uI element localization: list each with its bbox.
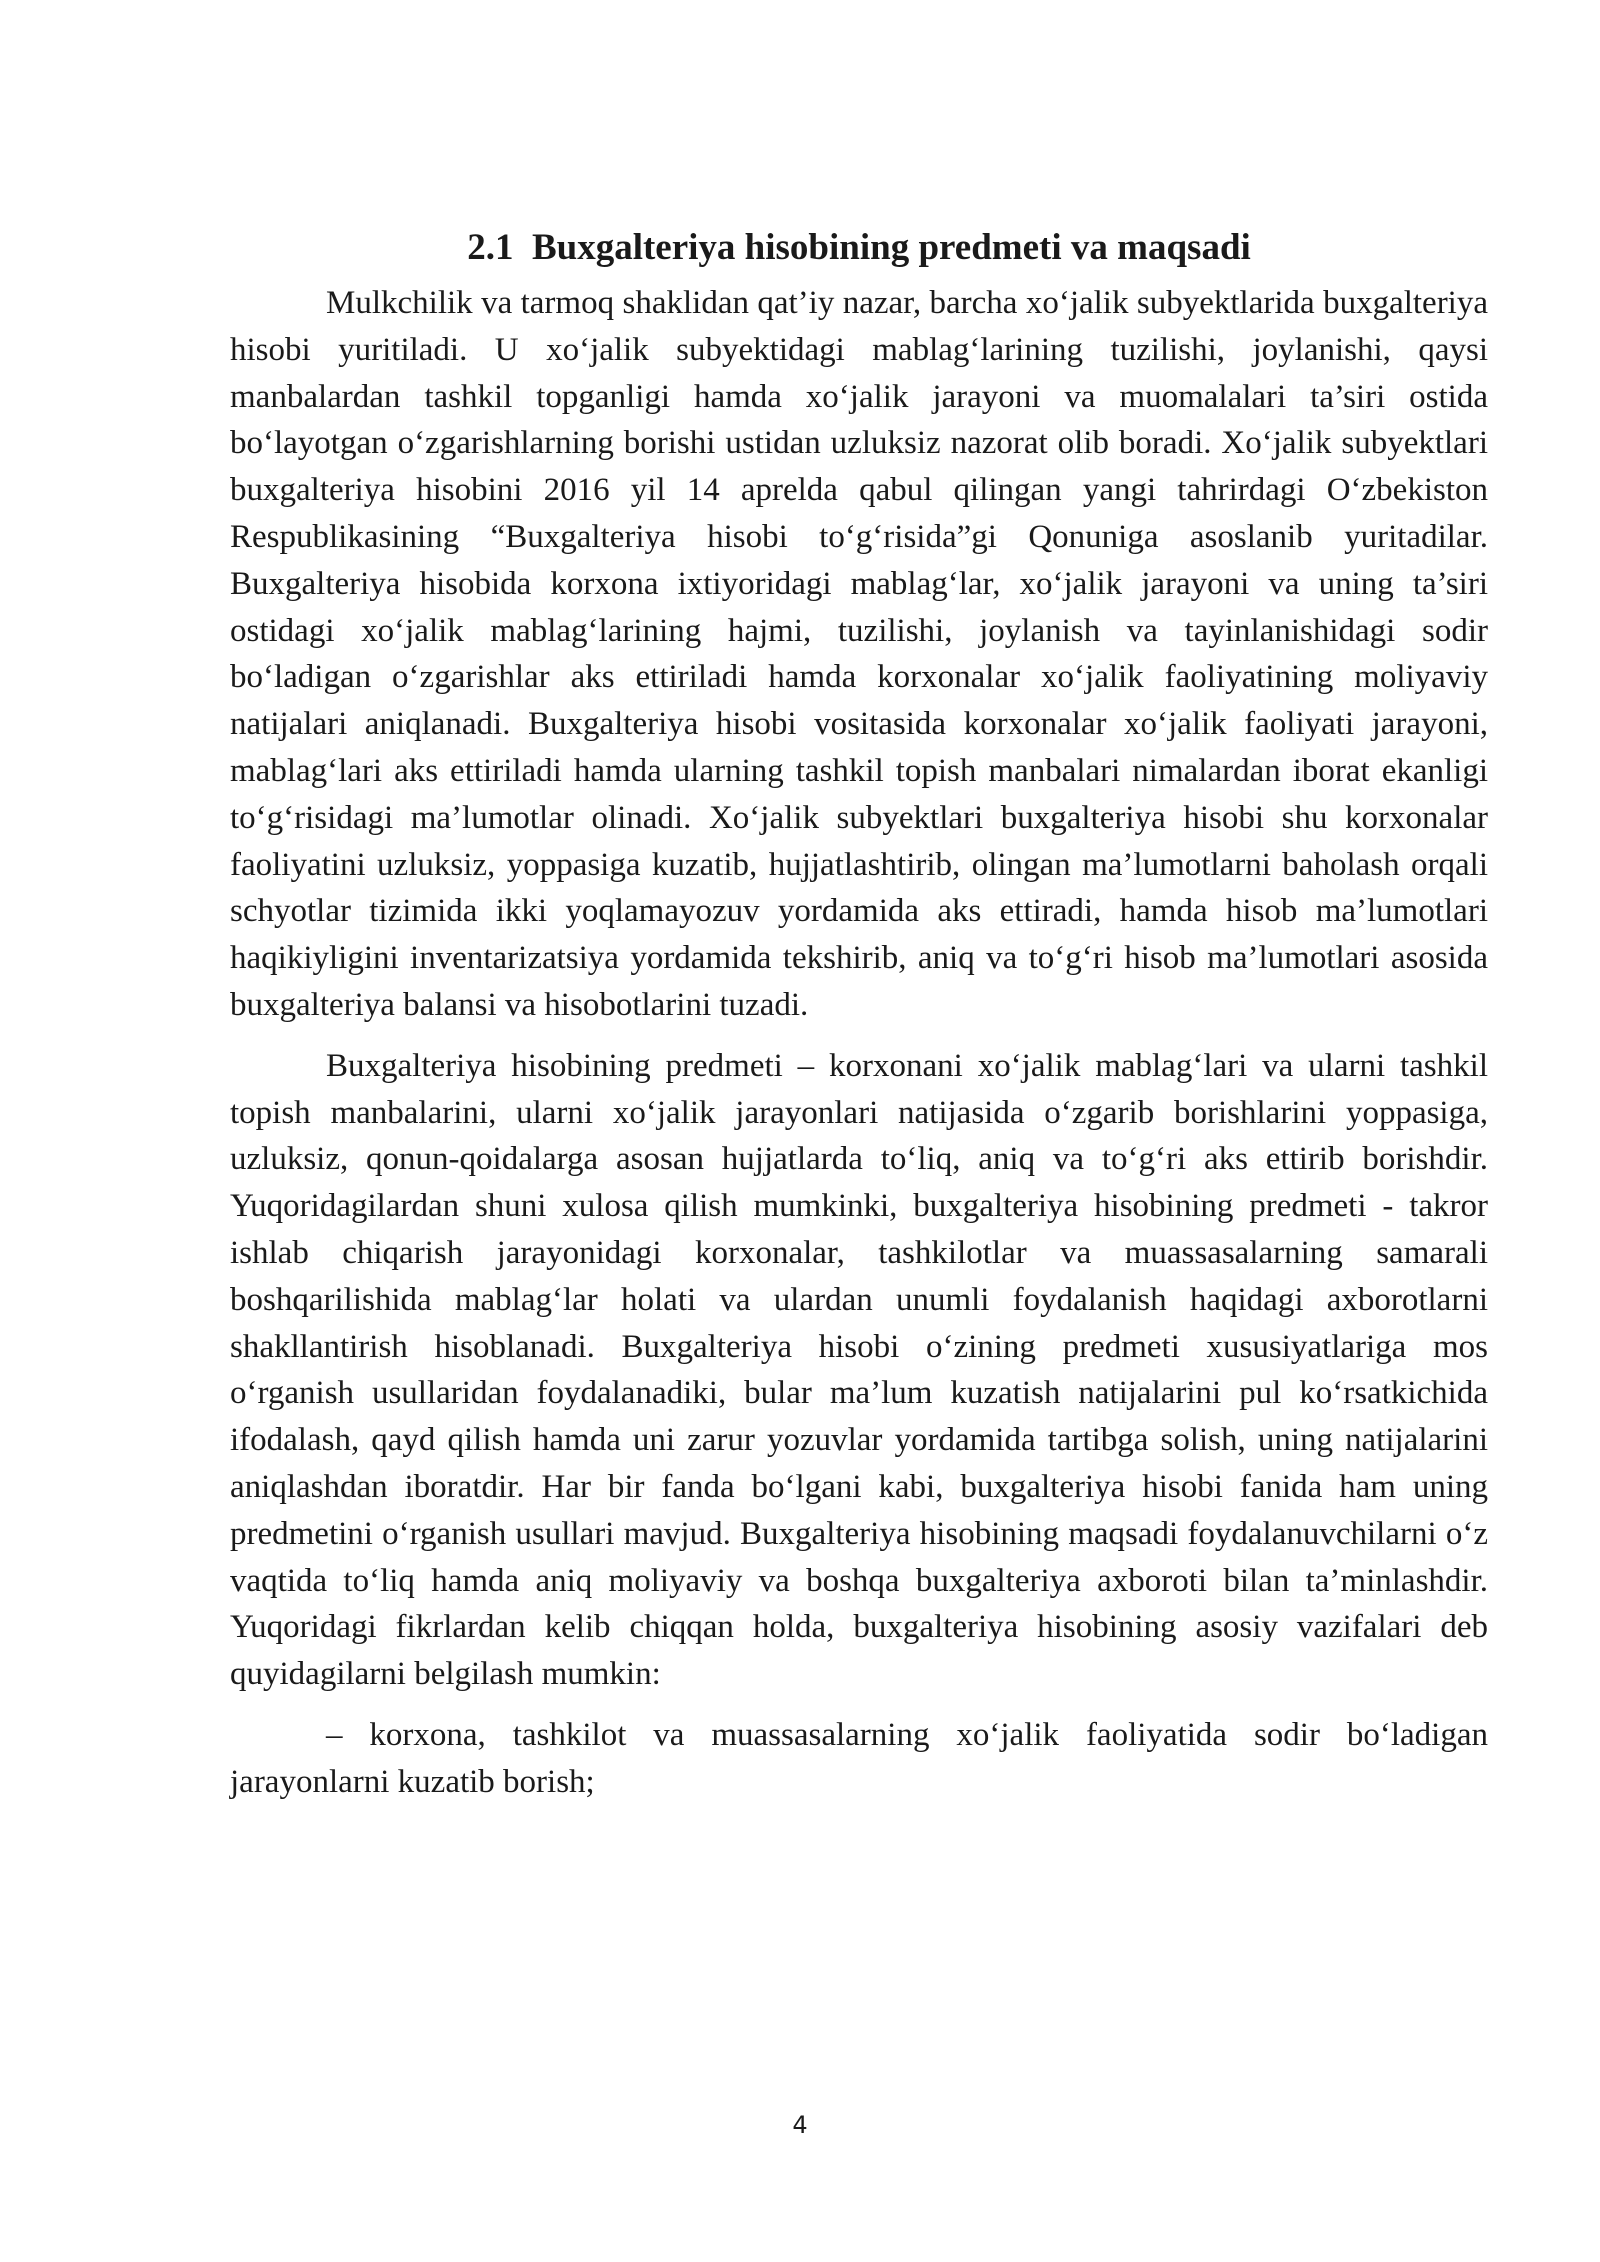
section-heading: 2.1 Buxgalteriya hisobining predmeti va maqsadi xyxy=(467,227,1251,268)
paragraph-intro: Mulkchilik va tarmoq shaklidan qat’iy nazar, barcha xo‘jalik subyektlarida buxgalteriya hisobi yuritiladi. U xo‘jalik subyektidagi mablag‘larining tuzilishi, joylanishi, qaysi manbalardan tashkil topganligi hamda xo‘jalik jarayoni va muomalalari ta’siri ostida bo‘layotgan o‘zgarishlarning borishi ustidan uzluksiz nazorat olib boradi. Xo‘jalik subyektlari buxgalteriya hisobini 2016 yil 14 aprelda qabul qilingan yangi tahrirdagi O‘zbekiston Respublikasining “Buxgalteriya hisobi to‘g‘risida”gi Qonuniga asoslanib yuritadilar. Buxgalteriya hisobida korxona ixtiyoridagi mablag‘lar, xo‘jalik jarayoni va uning ta’siri ostidagi xo‘jalik mablag‘larining hajmi, tuzilishi, joylanish va tayinlanishidagi sodir bo‘ladigan o‘zgarishlar aks ettiriladi hamda korxonalar xo‘jalik faoliyatining moliyaviy natijalari aniqlanadi. Buxgalteriya hisobi vositasida korxonalar xo‘jalik faoliyati jarayoni, mablag‘lari aks ettiriladi hamda ularning tashkil topish manbalari nimalardan iborat ekanligi to‘g‘risidagi ma’lumotlar olinadi. Xo‘jalik subyektlari buxgalteriya hisobi shu korxonalar faoliyatini uzluksiz, yoppasiga kuzatib, hujjatlashtirib, olingan ma’lumotlarni baholash orqali schyotlar tizimida ikki yoqlamayozuv yordamida aks ettiradi, hamda hisob ma’lumotlari haqikiyligini inventarizatsiya yordamida tekshirib, aniq va to‘g‘ri hisob ma’lumotlari asosida buxgalteriya balansi va hisobotlarini tuzadi. xyxy=(230,285,1488,1023)
paragraph-predmet: Buxgalteriya hisobining predmeti – korxonani xo‘jalik mablag‘lari va ularni tashkil topish manbalarini, ularni xo‘jalik jarayonlari natijasida o‘zgarib borishlarini yoppasiga, uzluksiz, qonun-qoidalarga asosan hujjatlarda to‘liq, aniq va to‘g‘ri aks ettirib borishdir. Yuqoridagilardan shuni xulosa qilish mumkinki, buxgalteriya hisobining predmeti - takror ishlab chiqarish jarayonidagi korxonalar, tashkilotlar va muassasalarning samarali boshqarilishida mablag‘lar holati va ulardan unumli foydalanish haqidagi axborotlarni shakllantirish hisoblanadi. Buxgalteriya hisobi o‘zining predmeti xususiyatlariga mos o‘rganish usullaridan foydalanadiki, bular ma’lum kuzatish natijalarini pul ko‘rsatkichida ifodalash, qayd qilish hamda uni zarur yozuvlar yordamida tartibga solish, uning natijalarini aniqlashdan iboratdir. Har bir fanda bo‘lgani kabi, buxgalteriya hisobi fanida ham uning predmetini o‘rganish usullari mavjud. Buxgalteriya hisobining maqsadi foydalanuvchilarni o‘z vaqtida to‘liq hamda aniq moliyaviy va boshqa buxgalteriya axboroti bilan ta’minlashdir. Yuqoridagi fikrlardan kelib chiqqan holda, buxgalteriya hisobining asosiy vazifalari deb quyidagilarni belgilash mumkin: xyxy=(230,1047,1488,1693)
page-content xyxy=(230,218,1488,1806)
list-item-task: – korxona, tashkilot va muassasalarning xo‘jalik faoliyatida sodir bo‘ladigan jarayonlarni kuzatib borish; xyxy=(230,1716,1488,1800)
page-number: 4 xyxy=(792,2111,808,2139)
